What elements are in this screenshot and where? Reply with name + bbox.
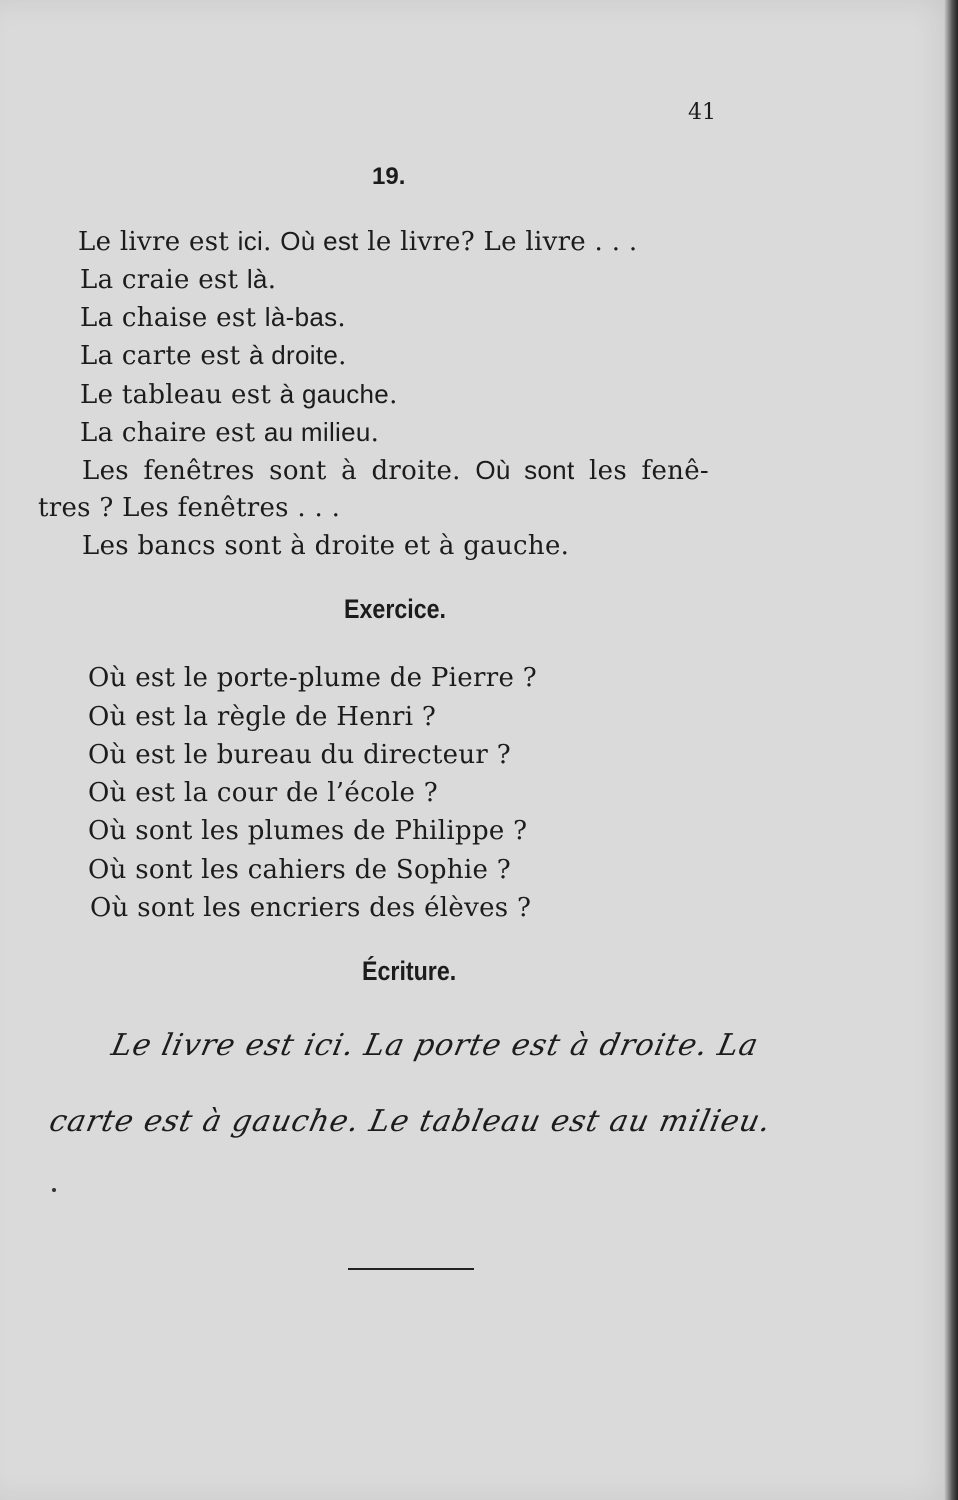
exercice-question: Où sont les cahiers de Sophie ?	[88, 855, 511, 885]
handwriting-line-1: Le livre est ici. La porte est à droite. La	[108, 1028, 762, 1063]
handwriting-line-2: carte est à gauche. Le tableau est au milieu.	[46, 1104, 775, 1139]
lesson-line-2: La craie est là.	[80, 264, 277, 295]
page-number: 41	[688, 100, 716, 125]
lesson-line-5: Le tableau est à gauche.	[80, 379, 398, 410]
lesson-line-3: La chaise est là-bas.	[80, 302, 346, 333]
exercice-question: Où est la règle de Henri ?	[88, 702, 437, 732]
lesson-line-1: Le livre est ici. Où est le livre? Le livre . . .	[78, 226, 638, 257]
ecriture-heading: Écriture.	[362, 956, 457, 986]
exercice-question: Où est le bureau du directeur ?	[88, 740, 511, 770]
lesson-line-7: Les fenêtres sont à droite. Où sont les fenê-	[82, 455, 709, 486]
exercice-heading: Exercice.	[344, 594, 447, 624]
exercice-question: Où sont les plumes de Philippe ?	[88, 816, 528, 846]
exercice-question: Où sont les encriers des élèves ?	[90, 893, 532, 923]
exercice-question: Où est le porte-plume de Pierre ?	[88, 663, 537, 693]
ink-speck	[52, 1188, 56, 1192]
lesson-line-4: La carte est à droite.	[80, 340, 347, 371]
lesson-line-9: Les bancs sont à droite et à gauche.	[82, 531, 570, 561]
lesson-line-8: tres ? Les fenêtres . . .	[38, 493, 341, 523]
exercice-question: Où est la cour de l’école ?	[88, 778, 438, 808]
lesson-line-6: La chaire est au milieu.	[80, 417, 380, 448]
page-edge	[944, 0, 958, 1500]
lesson-number: 19.	[372, 163, 406, 190]
end-rule	[348, 1268, 474, 1270]
